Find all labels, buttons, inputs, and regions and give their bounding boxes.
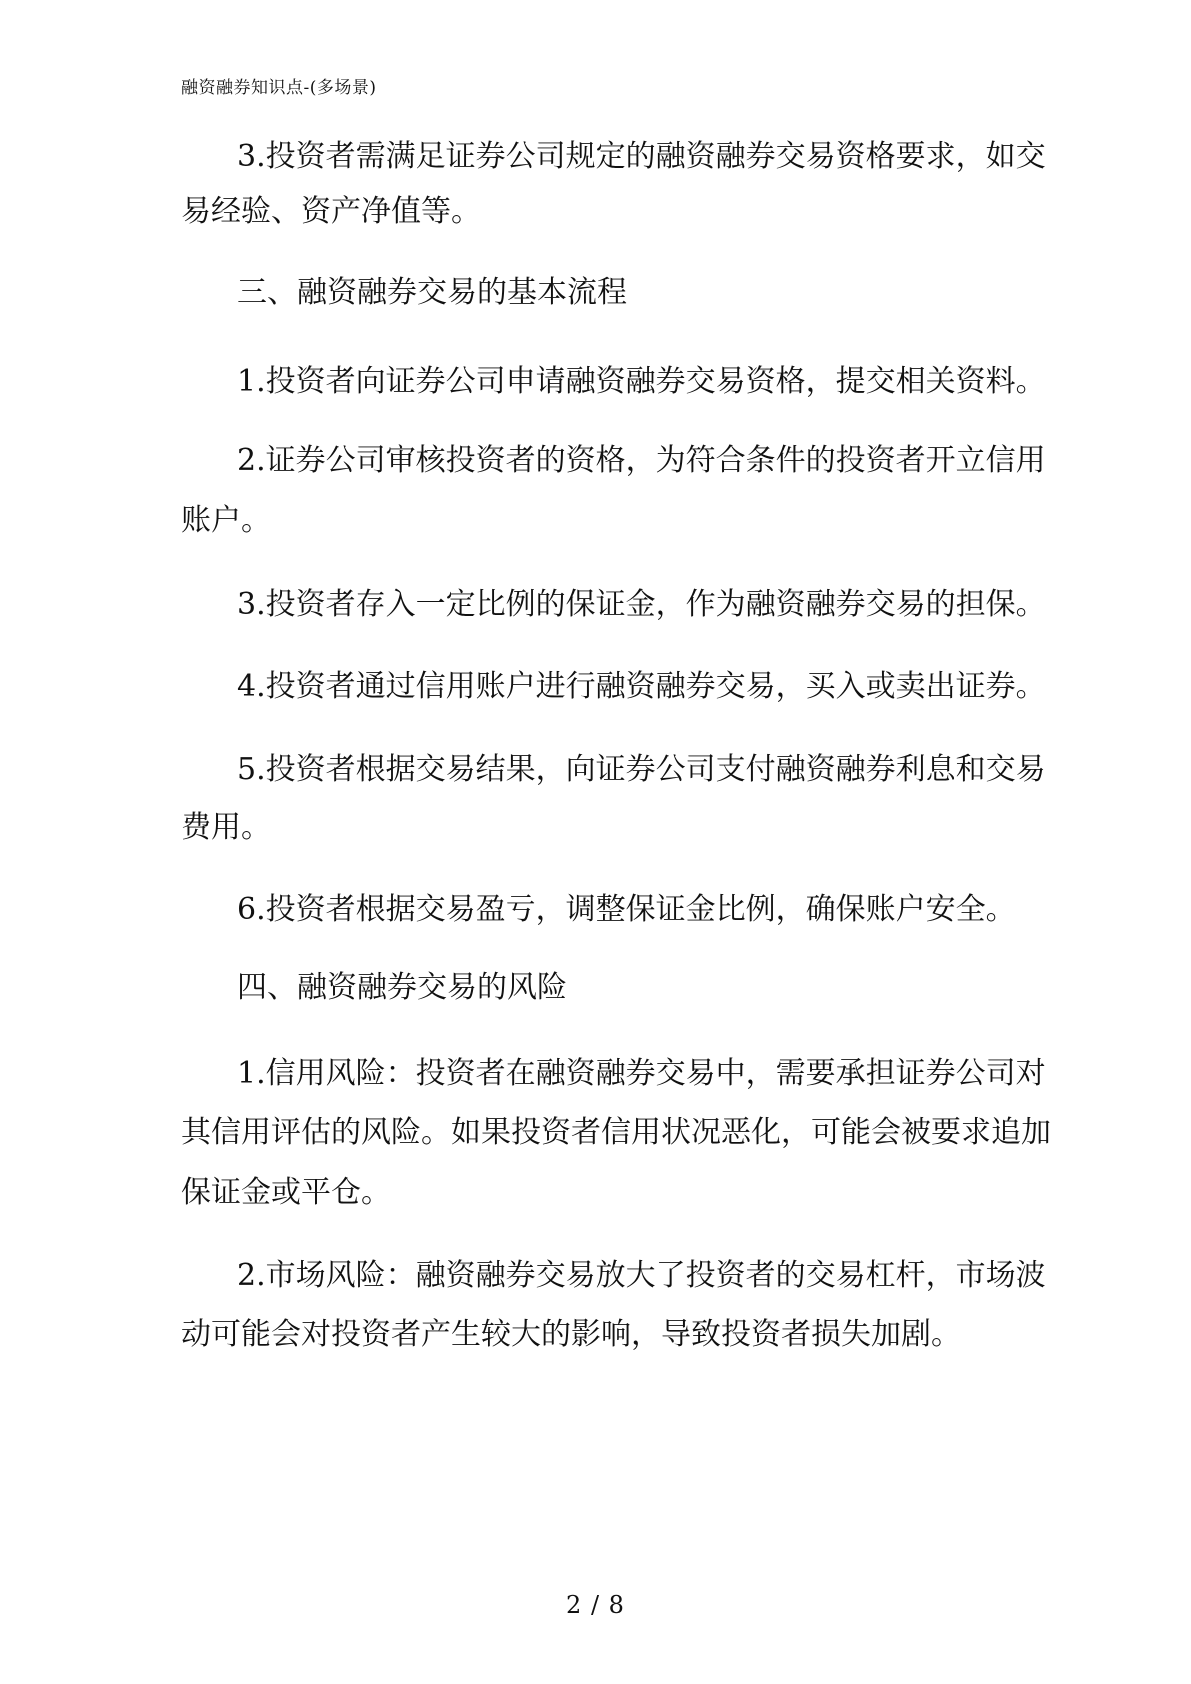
paragraph-line: 4.投资者通过信用账户进行融资融券交易，买入或卖出证券。 <box>237 669 1046 704</box>
paragraph-line: 账户。 <box>181 503 271 538</box>
paragraph-line: 5.投资者根据交易结果，向证券公司支付融资融券利息和交易 <box>237 752 1046 787</box>
paragraph-line: 费用。 <box>181 810 271 845</box>
paragraph-line: 2.证券公司审核投资者的资格，为符合条件的投资者开立信用 <box>237 443 1046 478</box>
paragraph-line: 3.投资者需满足证券公司规定的融资融券交易资格要求，如交 <box>237 139 1046 174</box>
paragraph-line: 易经验、资产净值等。 <box>181 194 481 229</box>
paragraph-line: 其信用评估的风险。如果投资者信用状况恶化，可能会被要求追加 <box>181 1115 1051 1150</box>
page-number: 2 / 8 <box>566 1591 625 1619</box>
paragraph-line: 1.信用风险：投资者在融资融券交易中，需要承担证券公司对 <box>237 1056 1046 1091</box>
section-heading: 四、融资融券交易的风险 <box>237 970 567 1005</box>
paragraph-line: 动可能会对投资者产生较大的影响，导致投资者损失加剧。 <box>181 1317 961 1352</box>
paragraph-line: 3.投资者存入一定比例的保证金，作为融资融券交易的担保。 <box>237 587 1046 622</box>
paragraph-line: 6.投资者根据交易盈亏，调整保证金比例，确保账户安全。 <box>237 892 1016 927</box>
paragraph-line: 保证金或平仓。 <box>181 1175 391 1210</box>
paragraph-line: 2.市场风险：融资融券交易放大了投资者的交易杠杆，市场波 <box>237 1258 1046 1293</box>
paragraph-line: 1.投资者向证券公司申请融资融券交易资格，提交相关资料。 <box>237 364 1046 399</box>
section-heading: 三、融资融券交易的基本流程 <box>237 275 627 310</box>
running-header: 融资融券知识点-(多场景) <box>181 78 377 98</box>
